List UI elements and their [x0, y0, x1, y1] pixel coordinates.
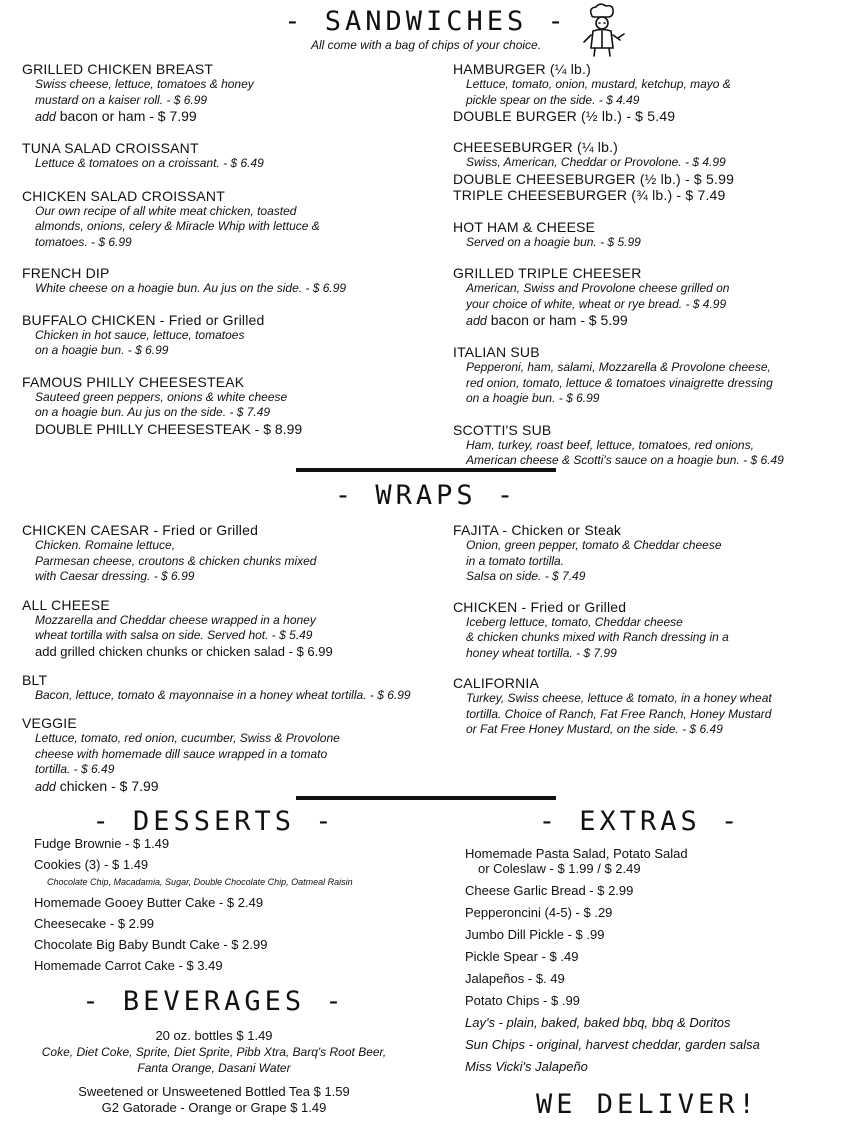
item-desc: Served on a hoagie bun. - $ 5.99 [466, 234, 641, 249]
item-desc: Sauteed green peppers, onions & white cheese [35, 389, 288, 404]
chef-icon [578, 2, 626, 58]
dessert-item: Homemade Gooey Butter Cake - $ 2.49 [34, 895, 264, 910]
item-addon: add bacon or ham - $ 7.99 [35, 108, 197, 124]
extra-item: Jumbo Dill Pickle - $ .99 [465, 927, 605, 942]
divider [296, 796, 556, 800]
item-name: FRENCH DIP [22, 265, 110, 281]
menu-item [22, 374, 432, 437]
item-desc: honey wheat tortilla. - $ 7.99 [466, 645, 617, 660]
item-name: CHEESEBURGER (¼ lb.) [453, 139, 619, 155]
item-name: CHICKEN - Fried or Grilled [453, 598, 627, 615]
menu-item [22, 312, 432, 359]
menu-item [453, 219, 843, 251]
item-desc: Lettuce, tomato, red onion, cucumber, Swiss & Provolone [35, 731, 340, 745]
sandwiches-subtitle: All come with a bag of chips of your choice. [310, 38, 542, 52]
menu-item [453, 522, 843, 585]
item-desc: Iceberg lettuce, tomato, Cheddar cheese [466, 614, 683, 629]
chip-options: Lay's - plain, baked, baked bbq, bbq & Doritos [465, 1015, 731, 1030]
item-desc: on a hoagie bun. Au jus on the side. - $ 7.49 [35, 405, 271, 419]
menu-item [453, 139, 843, 203]
gatorade-price: G2 Gatorade - Orange or Grape $ 1.49 [101, 1100, 327, 1115]
item-name: VEGGIE [22, 715, 77, 731]
menu-item [453, 422, 843, 469]
sandwiches-title: - SANDWICHES - [284, 6, 568, 37]
wraps-right-column [453, 522, 843, 750]
dessert-item: Homemade Carrot Cake - $ 3.49 [34, 958, 223, 973]
item-desc: Onion, green pepper, tomato & Cheddar cheese [466, 538, 722, 552]
item-desc: Parmesan cheese, croutons & chicken chunks mixed [35, 553, 317, 568]
beverages-list [14, 1028, 414, 1116]
item-desc: cheese with homemade dill sauce wrapped in a tomato [35, 746, 328, 761]
item-desc: wheat tortilla with salsa on side. Served hot. - $ 5.49 [35, 628, 313, 642]
menu-item [453, 599, 843, 662]
menu-item [22, 522, 442, 585]
item-name: CALIFORNIA [453, 675, 540, 691]
dessert-item: Chocolate Big Baby Bundt Cake - $ 2.99 [34, 937, 268, 952]
item-desc: red onion, tomato, lettuce & tomatoes vinaigrette dressing [466, 375, 773, 390]
bottles-price: 20 oz. bottles $ 1.49 [155, 1028, 273, 1043]
menu-item [22, 61, 432, 125]
extras-list [465, 846, 845, 1081]
item-desc: & chicken chunks mixed with Ranch dressing in a [466, 630, 729, 644]
item-desc: mustard on a kaiser roll. - $ 6.99 [35, 92, 208, 107]
item-name: BUFFALO CHICKEN - Fried or Grilled [22, 311, 265, 328]
wraps-title: - WRAPS - [334, 480, 518, 511]
bottles-flavors: Coke, Diet Coke, Sprite, Diet Sprite, Pibb Xtra, Barq's Root Beer, [41, 1045, 387, 1059]
dessert-item: Cookies (3) - $ 1.49 [34, 857, 149, 872]
item-name: GRILLED CHICKEN BREAST [22, 61, 214, 77]
item-variant: TRIPLE CHEESEBURGER (¾ lb.) - $ 7.49 [453, 186, 726, 203]
item-desc: Salsa on side. - $ 7.49 [466, 569, 586, 583]
divider [296, 468, 556, 472]
item-desc: almonds, onions, celery & Miracle Whip with lettuce & [35, 219, 320, 233]
item-desc: Pepperoni, ham, salami, Mozzarella & Provolone cheese, [466, 360, 771, 374]
bottles-flavors: Fanta Orange, Dasani Water [137, 1061, 291, 1075]
menu-item [22, 672, 442, 704]
item-desc: Lettuce, tomato, onion, mustard, ketchup, mayo & [466, 77, 731, 91]
item-variant: DOUBLE BURGER (½ lb.) - $ 5.49 [453, 108, 676, 124]
item-variant: DOUBLE CHEESEBURGER (½ lb.) - $ 5.99 [453, 170, 735, 187]
menu-item [22, 265, 432, 297]
item-desc: Lettuce & tomatoes on a croissant. - $ 6.49 [35, 156, 264, 170]
sandwiches-right-column [453, 61, 843, 481]
item-desc: on a hoagie bun. - $ 6.99 [466, 391, 600, 405]
chip-options: Miss Vicki's Jalapeño [465, 1059, 588, 1074]
item-name: ALL CHEESE [22, 596, 110, 613]
extra-item: Potato Chips - $ .99 [465, 993, 580, 1008]
desserts-title: - DESSERTS - [92, 806, 336, 837]
item-desc: Ham, turkey, roast beef, lettuce, tomatoes, red onions, [466, 437, 754, 452]
item-desc: Turkey, Swiss cheese, lettuce & tomato, in a honey wheat [466, 691, 772, 705]
menu-item [22, 597, 442, 660]
item-addon: add bacon or ham - $ 5.99 [466, 312, 628, 328]
item-name: BLT [22, 671, 48, 688]
item-addon: add grilled chicken chunks or chicken salad - $ 6.99 [35, 643, 333, 659]
item-variant: DOUBLE PHILLY CHEESESTEAK - $ 8.99 [35, 420, 303, 437]
dessert-item: Fudge Brownie - $ 1.49 [34, 836, 170, 851]
menu-item [22, 715, 442, 795]
extras-title: - EXTRAS - [538, 806, 742, 837]
item-desc: pickle spear on the side. - $ 4.49 [466, 92, 640, 107]
item-desc: tortilla. - $ 6.49 [35, 762, 115, 776]
item-desc: tomatoes. - $ 6.99 [35, 234, 132, 249]
item-name: SCOTTI'S SUB [453, 421, 552, 438]
extra-item: Pickle Spear - $ .49 [465, 949, 579, 964]
item-name: CHICKEN CAESAR - Fried or Grilled [22, 522, 259, 538]
desserts-list [34, 836, 434, 979]
extra-item: or Coleslaw - $ 1.99 / $ 2.49 [478, 861, 641, 876]
cookie-flavors: Chocolate Chip, Macadamia, Sugar, Double Chocolate Chip, Oatmeal Raisin [47, 877, 353, 887]
menu-item [22, 140, 432, 172]
menu-item [453, 61, 843, 124]
item-name: HAMBURGER (¼ lb.) [453, 61, 591, 77]
item-desc: on a hoagie bun. - $ 6.99 [35, 343, 169, 357]
item-desc: tortilla. Choice of Ranch, Fat Free Ranch, Honey Mustard [466, 706, 772, 721]
item-desc: Chicken in hot sauce, lettuce, tomatoes [35, 327, 245, 342]
extra-item: Pepperoncini (4-5) - $ .29 [465, 905, 613, 920]
item-name: CHICKEN SALAD CROISSANT [22, 187, 225, 204]
item-addon: add chicken - $ 7.99 [35, 777, 159, 794]
item-name: GRILLED TRIPLE CHEESER [453, 265, 642, 281]
item-desc: American, Swiss and Provolone cheese grilled on [466, 281, 730, 295]
item-desc: Chicken. Romaine lettuce, [35, 538, 176, 552]
item-desc: Swiss cheese, lettuce, tomatoes & honey [35, 77, 254, 91]
item-desc: or Fat Free Honey Mustard, on the side. - $ 6.49 [466, 722, 723, 736]
menu-item [453, 265, 843, 329]
extra-item: Homemade Pasta Salad, Potato Salad [465, 846, 688, 861]
we-deliver: WE DELIVER! [536, 1089, 759, 1120]
item-desc: with Caesar dressing. - $ 6.99 [35, 569, 195, 583]
menu-item [453, 675, 843, 738]
menu-item [22, 188, 432, 251]
item-desc: American cheese & Scotti's sauce on a hoagie bun. - $ 6.49 [466, 453, 784, 467]
item-desc: Mozzarella and Cheddar cheese wrapped in a honey [35, 612, 316, 627]
item-desc: in a tomato tortilla. [466, 553, 565, 568]
extra-item: Jalapeños - $. 49 [465, 971, 565, 986]
item-name: FAJITA - Chicken or Steak [453, 522, 622, 538]
item-desc: your choice of white, wheat or rye bread. - $ 4.99 [466, 296, 727, 311]
item-name: TUNA SALAD CROISSANT [22, 140, 199, 156]
menu-item [453, 344, 843, 407]
sandwiches-left-column [22, 61, 432, 449]
item-desc: Bacon, lettuce, tomato & mayonnaise in a honey wheat tortilla. - $ 6.99 [35, 687, 411, 702]
item-name: FAMOUS PHILLY CHEESESTEAK [22, 373, 245, 390]
tea-price: Sweetened or Unsweetened Bottled Tea $ 1.59 [78, 1084, 350, 1099]
dessert-item: Cheesecake - $ 2.99 [34, 916, 154, 931]
wraps-left-column [22, 522, 442, 807]
item-desc: Our own recipe of all white meat chicken, toasted [35, 203, 297, 218]
item-name: HOT HAM & CHEESE [453, 218, 596, 235]
item-desc: Swiss, American, Cheddar or Provolone. - $ 4.99 [466, 155, 726, 169]
extra-item: Cheese Garlic Bread - $ 2.99 [465, 883, 634, 898]
item-desc: White cheese on a hoagie bun. Au jus on the side. - $ 6.99 [35, 281, 347, 295]
item-name: ITALIAN SUB [453, 344, 540, 360]
chip-options: Sun Chips - original, harvest cheddar, garden salsa [465, 1037, 760, 1052]
beverages-title: - BEVERAGES - [82, 986, 346, 1017]
